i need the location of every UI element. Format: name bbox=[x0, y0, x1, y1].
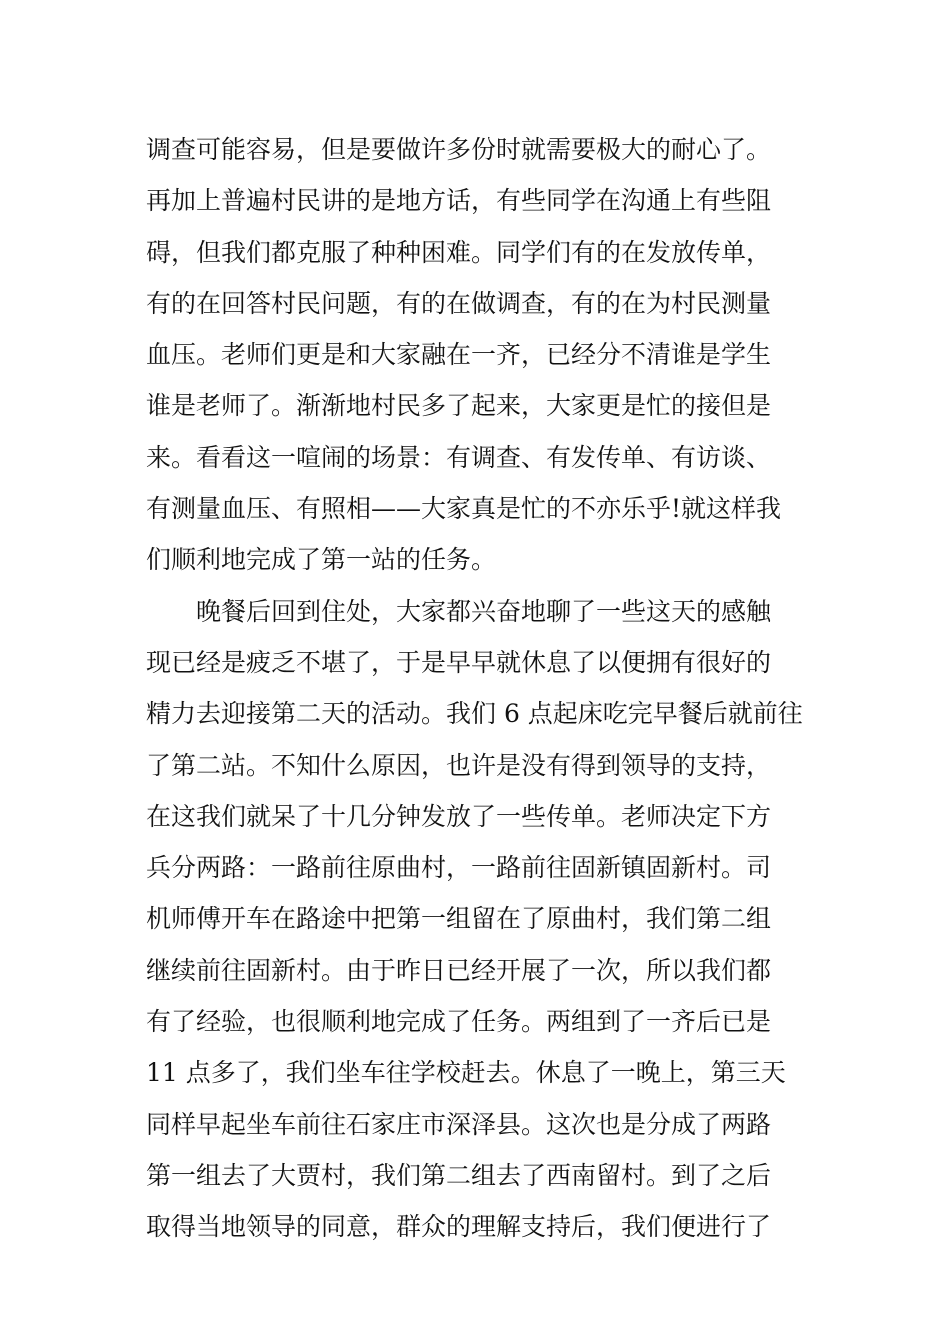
text-line: 碍，但我们都克服了种种困难。同学们有的在发放传单， bbox=[146, 237, 772, 267]
text-line: 兵分两路：一路前往原曲村，一路前往固新镇固新村。司 bbox=[146, 853, 772, 883]
text-line: 第一组去了大贾村，我们第二组去了西南留村。到了之后 bbox=[146, 1160, 772, 1190]
text-line: 有了经验，也很顺利地完成了任务。两组到了一齐后已是 bbox=[146, 1007, 772, 1037]
text-line: 谁是老师了。渐渐地村民多了起来，大家更是忙的接但是 bbox=[146, 391, 772, 421]
text-line: 在这我们就呆了十几分钟发放了一些传单。老师决定下方 bbox=[146, 801, 772, 831]
paragraph-start-line: 晚餐后回到住处，大家都兴奋地聊了一些这天的感触 bbox=[196, 596, 772, 626]
text-line: 精力去迎接第二天的活动。我们 6 点起床吃完早餐后就前往 bbox=[146, 699, 803, 729]
text-line: 再加上普遍村民讲的是地方话，有些同学在沟通上有些阻 bbox=[146, 186, 772, 216]
text-line: 继续前往固新村。由于昨日已经开展了一次，所以我们都 bbox=[146, 955, 772, 985]
text-line: 了第二站。不知什么原因，也许是没有得到领导的支持， bbox=[146, 750, 772, 780]
text-line: 有测量血压、有照相——大家真是忙的不亦乐乎!就这样我 bbox=[146, 494, 782, 524]
text-line: 血压。老师们更是和大家融在一齐，已经分不清谁是学生 bbox=[146, 340, 772, 370]
text-line: 来。看看这一喧闹的场景：有调查、有发传单、有访谈、 bbox=[146, 442, 772, 472]
text-line: 调查可能容易，但是要做许多份时就需要极大的耐心了。 bbox=[146, 135, 772, 164]
text-line: 现已经是疲乏不堪了，于是早早就休息了以便拥有很好的 bbox=[146, 647, 772, 677]
text-line: 取得当地领导的同意，群众的理解支持后，我们便进行了 bbox=[146, 1212, 772, 1242]
text-line: 们顺利地完成了第一站的任务。 bbox=[146, 545, 497, 575]
text-line: 11 点多了，我们坐车往学校赶去。休息了一晚上，第三天 bbox=[146, 1058, 786, 1088]
text-line: 机师傅开车在路途中把第一组留在了原曲村，我们第二组 bbox=[146, 904, 772, 934]
body-text bbox=[146, 124, 816, 1253]
text-line: 有的在回答村民问题，有的在做调查，有的在为村民测量 bbox=[146, 288, 772, 318]
text-line: 同样早起坐车前往石家庄市深泽县。这次也是分成了两路 bbox=[146, 1109, 772, 1139]
